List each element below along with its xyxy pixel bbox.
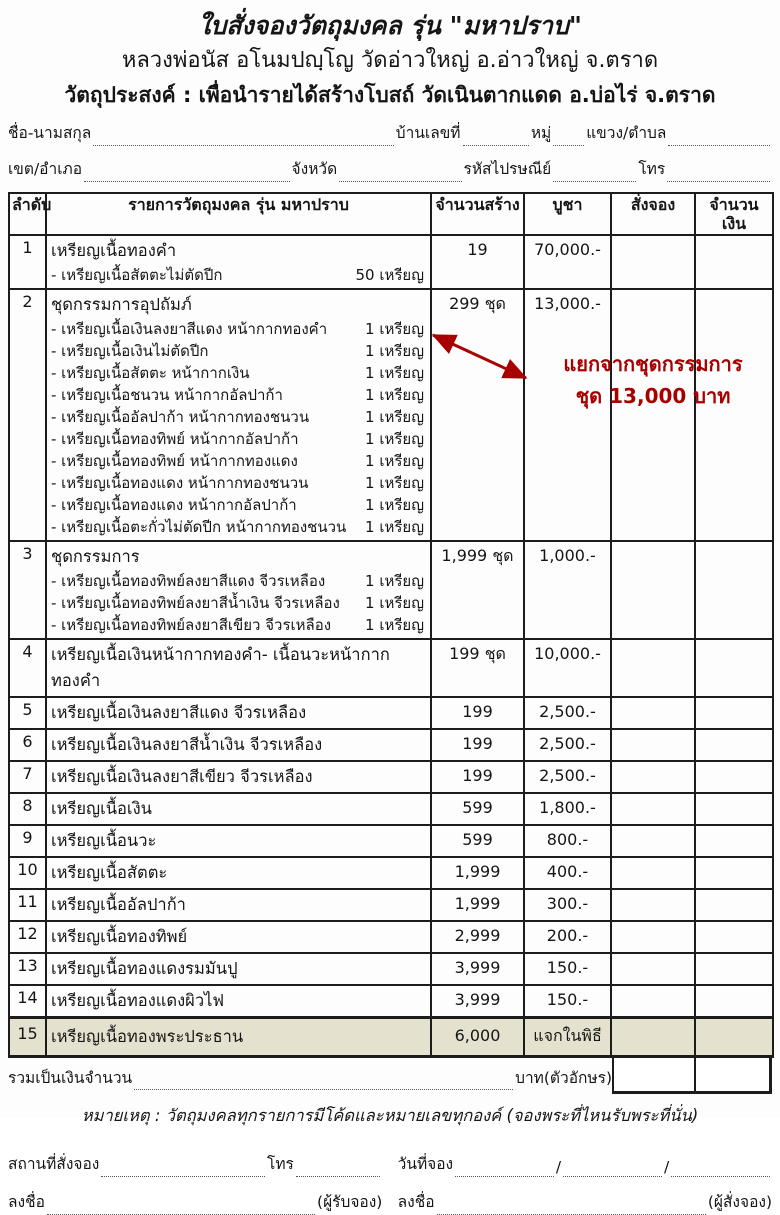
sub-item-qty: 1 เหรียญ: [365, 496, 424, 515]
sign-receiver-row: [8, 1189, 382, 1215]
row-number: 2: [9, 289, 46, 541]
row-price: 400.-: [524, 857, 611, 889]
item-name: เหรียญเนื้อทองแดงรมมันปู: [51, 959, 238, 979]
row-price: 10,000.-: [524, 639, 611, 697]
row-item-cell: [46, 985, 431, 1018]
sub-item: [51, 406, 426, 428]
row-made: 599: [431, 825, 524, 857]
order-table: [8, 192, 774, 1058]
row-item-cell: [46, 541, 431, 639]
sub-item: [51, 384, 426, 406]
name-label: ชื่อ-นามสกุล: [8, 124, 92, 142]
annotation-text: [528, 348, 778, 412]
table-row: [9, 825, 773, 857]
order-place-row: [8, 1151, 382, 1177]
postcode-field[interactable]: [553, 164, 636, 182]
temple-subtitle: หลวงพ่อนัส อโนมปญฺโญ วัดอ่าวใหญ่ อ.อ่าวใหญ่ จ.ตราด: [121, 48, 659, 74]
row-item-cell: [46, 921, 431, 953]
table-row: [9, 639, 773, 697]
sub-item-name: - เหรียญเนื้อทองทิพย์ลงยาสีเขียว จีวรเหลือง: [51, 616, 332, 635]
sub-item: [51, 614, 426, 636]
sub-item-name: - เหรียญเนื้อทองทิพย์ลงยาสีน้ำเงิน จีวรเหลือง: [51, 594, 340, 613]
annotation-arrow-icon: [424, 326, 536, 388]
footer-phone-field[interactable]: [296, 1159, 380, 1177]
total-order-box[interactable]: [612, 1056, 696, 1094]
phone-label: โทร: [638, 160, 666, 178]
sign-orderer-row: [398, 1189, 772, 1215]
table-row: [9, 889, 773, 921]
province-label: จังหวัด: [291, 160, 338, 178]
subdistrict-label: แขวง/ตำบล: [586, 124, 667, 142]
footer-left: [8, 1139, 382, 1215]
sub-item-qty: 50 เหรียญ: [355, 266, 424, 285]
row-price: 150.-: [524, 953, 611, 985]
subdistrict-field[interactable]: [668, 128, 770, 146]
row-order-cell[interactable]: [611, 639, 695, 697]
row-price: 800.-: [524, 825, 611, 857]
item-name: เหรียญเนื้อเงินลงยาสีน้ำเงิน จีวรเหลือง: [51, 735, 323, 755]
row-amount-cell[interactable]: [695, 921, 773, 953]
row-order-cell[interactable]: [611, 235, 695, 289]
row-made: 6,000: [431, 1018, 524, 1057]
postcode-label: รหัสไปรษณีย์: [463, 160, 552, 178]
sub-item-qty: 1 เหรียญ: [365, 408, 424, 427]
row-price: 1,800.-: [524, 793, 611, 825]
col-header-price: บูชา: [524, 193, 611, 235]
row-made: 3,999: [431, 985, 524, 1018]
sub-item-qty: 1 เหรียญ: [365, 616, 424, 635]
row-price: แจกในพิธี: [524, 1018, 611, 1057]
row-made: 1,999: [431, 857, 524, 889]
moo-label: หมู่: [530, 124, 552, 142]
sub-item: [51, 264, 426, 286]
row-item-cell: [46, 639, 431, 697]
item-name: เหรียญเนื้อเงินลงยาสีเขียว จีวรเหลือง: [51, 767, 313, 787]
row-order-cell[interactable]: [611, 921, 695, 953]
table-row: [9, 541, 773, 639]
name-field[interactable]: [93, 128, 393, 146]
row-made: 199: [431, 761, 524, 793]
row-item-cell: [46, 889, 431, 921]
date-separator-1: /: [555, 1158, 562, 1177]
row-order-cell[interactable]: [611, 729, 695, 761]
sign-receiver-field[interactable]: [47, 1197, 315, 1215]
sign-receiver-role: (ผู้รับจอง): [317, 1193, 383, 1212]
sub-item-qty: 1 เหรียญ: [365, 364, 424, 383]
row-amount-cell[interactable]: [695, 857, 773, 889]
row-item-cell: [46, 729, 431, 761]
row-made: 599: [431, 793, 524, 825]
row-order-cell[interactable]: [611, 289, 695, 541]
row-amount-cell[interactable]: [695, 729, 773, 761]
form-header: [8, 10, 772, 108]
row-item-cell: [46, 235, 431, 289]
table-row: [9, 697, 773, 729]
sub-item-qty: 1 เหรียญ: [365, 594, 424, 613]
sub-item-name: - เหรียญเนื้อทองแดง หน้ากากทองชนวน: [51, 474, 309, 493]
annotation-line-2: ชุด 13,000 บาท: [575, 384, 731, 408]
table-row: [9, 921, 773, 953]
table-row: [9, 1018, 773, 1057]
item-name: เหรียญเนื้ออัลปาก้า: [51, 895, 186, 915]
row-amount-cell[interactable]: [695, 985, 773, 1018]
personal-info-section: [8, 120, 772, 182]
sub-item-qty: 1 เหรียญ: [365, 386, 424, 405]
note-line: หมายเหตุ : วัตถุมงคลทุกรายการมีโค้ดและหมายเลขทุกองค์ (จองพระที่ไหนรับพระที่นั่น): [81, 1106, 699, 1126]
row-number: 12: [9, 921, 46, 953]
row-made: 1,999 ชุด: [431, 541, 524, 639]
row-item-cell: [46, 825, 431, 857]
row-order-cell[interactable]: [611, 793, 695, 825]
sub-item-qty: 1 เหรียญ: [365, 430, 424, 449]
table-row: [9, 953, 773, 985]
row-order-cell[interactable]: [611, 541, 695, 639]
sub-item-name: - เหรียญเนื้อสัตตะ หน้ากากเงิน: [51, 364, 250, 383]
date-separator-2: /: [663, 1158, 670, 1177]
row-order-cell[interactable]: [611, 825, 695, 857]
sub-item: [51, 516, 426, 538]
table-row: [9, 761, 773, 793]
sign-orderer-label: ลงชื่อ: [397, 1193, 435, 1212]
sub-item-name: - เหรียญเนื้อสัตตะไม่ตัดปีก: [51, 266, 223, 285]
row-number: 5: [9, 697, 46, 729]
sub-item: [51, 318, 426, 340]
row-item-cell: [46, 697, 431, 729]
sub-item: [51, 450, 426, 472]
row-amount-cell[interactable]: [695, 235, 773, 289]
table-row: [9, 289, 773, 541]
row-price: 300.-: [524, 889, 611, 921]
phone-field[interactable]: [667, 164, 770, 182]
item-name: เหรียญเนื้อทองทิพย์: [51, 927, 188, 947]
col-header-made: จำนวนสร้าง: [431, 193, 524, 235]
row-amount-cell[interactable]: [695, 825, 773, 857]
row-item-cell: [46, 857, 431, 889]
row-number: 1: [9, 235, 46, 289]
col-header-item: รายการวัตถุมงคล รุ่น มหาปราบ: [46, 193, 431, 235]
footer-section: [8, 1139, 772, 1215]
row-price: 150.-: [524, 985, 611, 1018]
row-number: 11: [9, 889, 46, 921]
sub-item: [51, 472, 426, 494]
row-made: 199: [431, 729, 524, 761]
row-number: 4: [9, 639, 46, 697]
sub-item-name: - เหรียญเนื้อทองทิพย์ หน้ากากอัลปาก้า: [51, 430, 299, 449]
purpose-line: วัตถุประสงค์ : เพื่อนำรายได้สร้างโบสถ์ วัดเนินตากแดด อ.บ่อไร่ จ.ตราด: [64, 82, 716, 107]
footer-phone-label: โทร: [267, 1155, 294, 1174]
item-name: เหรียญเนื้อนวะ: [51, 831, 157, 851]
row-number: 8: [9, 793, 46, 825]
row-amount-cell[interactable]: [695, 697, 773, 729]
row-made: 1,999: [431, 889, 524, 921]
house-no-field[interactable]: [463, 128, 529, 146]
province-field[interactable]: [339, 164, 461, 182]
row-number: 14: [9, 985, 46, 1018]
order-date-year-field[interactable]: [671, 1159, 770, 1177]
sub-item-name: - เหรียญเนื้อทองทิพย์ หน้ากากทองแดง: [51, 452, 298, 471]
row-number: 15: [9, 1018, 46, 1057]
table-row: [9, 857, 773, 889]
col-header-order: สั่งจอง: [611, 193, 695, 235]
total-text: [8, 1056, 612, 1094]
item-name: เหรียญเนื้อเงินหน้ากากทองคำ- เนื้อนวะหน้ากากทองคำ: [51, 645, 390, 691]
row-order-cell[interactable]: [611, 697, 695, 729]
table-row: [9, 235, 773, 289]
sub-item: [51, 428, 426, 450]
row-price: 2,500.-: [524, 697, 611, 729]
row-price: 2,500.-: [524, 761, 611, 793]
sub-item-qty: 1 เหรียญ: [365, 572, 424, 591]
sign-orderer-role: (ผู้สั่งจอง): [707, 1193, 772, 1212]
sub-item: [51, 362, 426, 384]
sub-item: [51, 494, 426, 516]
annotation-line-1: แยกจากชุดกรรมการ: [563, 352, 743, 376]
info-row-1: [8, 120, 772, 146]
row-made: 199 ชุด: [431, 639, 524, 697]
table-row: [9, 729, 773, 761]
row-amount-cell[interactable]: [695, 889, 773, 921]
row-amount-cell[interactable]: [695, 639, 773, 697]
sub-item-name: - เหรียญเนื้อทองแดง หน้ากากอัลปาก้า: [51, 496, 297, 515]
total-suffix: บาท(ตัวอักษร): [515, 1069, 612, 1088]
row-order-cell[interactable]: [611, 1018, 695, 1057]
footer-right: [398, 1139, 772, 1215]
district-field[interactable]: [84, 164, 290, 182]
total-row: [8, 1056, 772, 1094]
sub-item: [51, 570, 426, 592]
total-amount-box[interactable]: [694, 1056, 772, 1094]
row-amount-cell[interactable]: [695, 793, 773, 825]
total-amount-text-field[interactable]: [134, 1072, 513, 1090]
row-item-cell: [46, 1018, 431, 1057]
page-title: ใบสั่งจองวัตถุมงคล รุ่น "มหาปราบ": [198, 11, 582, 40]
row-number: 7: [9, 761, 46, 793]
row-item-cell: [46, 953, 431, 985]
moo-field[interactable]: [553, 128, 584, 146]
row-made: 3,999: [431, 953, 524, 985]
row-order-cell[interactable]: [611, 857, 695, 889]
order-date-label: วันที่จอง: [397, 1155, 454, 1174]
item-name: เหรียญเนื้อสัตตะ: [51, 863, 168, 883]
item-name: เหรียญเนื้อทองคำ: [51, 241, 177, 261]
row-number: 10: [9, 857, 46, 889]
row-made: 199: [431, 697, 524, 729]
item-name: ชุดกรรมการอุปถัมภ์: [51, 295, 192, 315]
row-amount-cell[interactable]: [695, 289, 773, 541]
order-date-row: [398, 1151, 772, 1177]
row-order-cell[interactable]: [611, 953, 695, 985]
row-amount-cell[interactable]: [695, 541, 773, 639]
row-item-cell: [46, 761, 431, 793]
sub-item-name: - เหรียญเนื้อตะกั่วไม่ตัดปีก หน้ากากทองชนวน: [51, 518, 347, 537]
sub-item-name: - เหรียญเนื้อชนวน หน้ากากอัลปาก้า: [51, 386, 283, 405]
sub-item-name: - เหรียญเนื้อเงินไม่ตัดปีก: [51, 342, 209, 361]
sign-orderer-field[interactable]: [437, 1197, 706, 1215]
row-number: 6: [9, 729, 46, 761]
row-amount-cell[interactable]: [695, 1018, 773, 1057]
col-header-amount: จำนวนเงิน: [695, 193, 773, 235]
sub-item: [51, 592, 426, 614]
row-price: 2,500.-: [524, 729, 611, 761]
row-price: 70,000.-: [524, 235, 611, 289]
sub-item: [51, 340, 426, 362]
row-made: 2,999: [431, 921, 524, 953]
row-order-cell[interactable]: [611, 889, 695, 921]
order-date-month-field[interactable]: [563, 1159, 662, 1177]
item-name: เหรียญเนื้อเงินลงยาสีแดง จีวรเหลือง: [51, 703, 307, 723]
row-number: 9: [9, 825, 46, 857]
row-number: 3: [9, 541, 46, 639]
sub-item-name: - เหรียญเนื้ออัลปาก้า หน้ากากทองชนวน: [51, 408, 310, 427]
table-row: [9, 793, 773, 825]
order-date-day-field[interactable]: [455, 1159, 554, 1177]
row-made: 299 ชุด: [431, 289, 524, 541]
row-amount-cell[interactable]: [695, 761, 773, 793]
house-no-label: บ้านเลขที่: [395, 124, 461, 142]
order-place-field[interactable]: [101, 1159, 265, 1177]
total-label: รวมเป็นเงินจำนวน: [8, 1069, 133, 1088]
table-header-row: [9, 193, 773, 235]
col-header-index: ลำดับ: [9, 193, 46, 235]
item-name: ชุดกรรมการ: [51, 547, 140, 567]
sub-item-qty: 1 เหรียญ: [365, 474, 424, 493]
row-price: 1,000.-: [524, 541, 611, 639]
sub-item-qty: 1 เหรียญ: [365, 518, 424, 537]
info-row-2: [8, 156, 772, 182]
item-name: เหรียญเนื้อทองแดงผิวไฟ: [51, 991, 225, 1011]
row-order-cell[interactable]: [611, 985, 695, 1018]
sub-item-name: - เหรียญเนื้อเงินลงยาสีแดง หน้ากากทองคำ: [51, 320, 328, 339]
sub-item-qty: 1 เหรียญ: [365, 320, 424, 339]
row-number: 13: [9, 953, 46, 985]
row-price: 13,000.-: [524, 289, 611, 541]
item-name: เหรียญเนื้อทองพระประธาน: [51, 1027, 244, 1047]
row-amount-cell[interactable]: [695, 953, 773, 985]
sub-item-qty: 1 เหรียญ: [365, 452, 424, 471]
table-row: [9, 985, 773, 1018]
row-price: 200.-: [524, 921, 611, 953]
order-place-label: สถานที่สั่งจอง: [8, 1155, 100, 1174]
row-item-cell: [46, 289, 431, 541]
sub-item-name: - เหรียญเนื้อทองทิพย์ลงยาสีแดง จีวรเหลือง: [51, 572, 326, 591]
sub-item-qty: 1 เหรียญ: [365, 342, 424, 361]
item-name: เหรียญเนื้อเงิน: [51, 799, 152, 819]
row-order-cell[interactable]: [611, 761, 695, 793]
district-label: เขต/อำเภอ: [8, 160, 83, 178]
sign-receiver-label: ลงชื่อ: [8, 1193, 45, 1212]
row-made: 19: [431, 235, 524, 289]
row-item-cell: [46, 793, 431, 825]
